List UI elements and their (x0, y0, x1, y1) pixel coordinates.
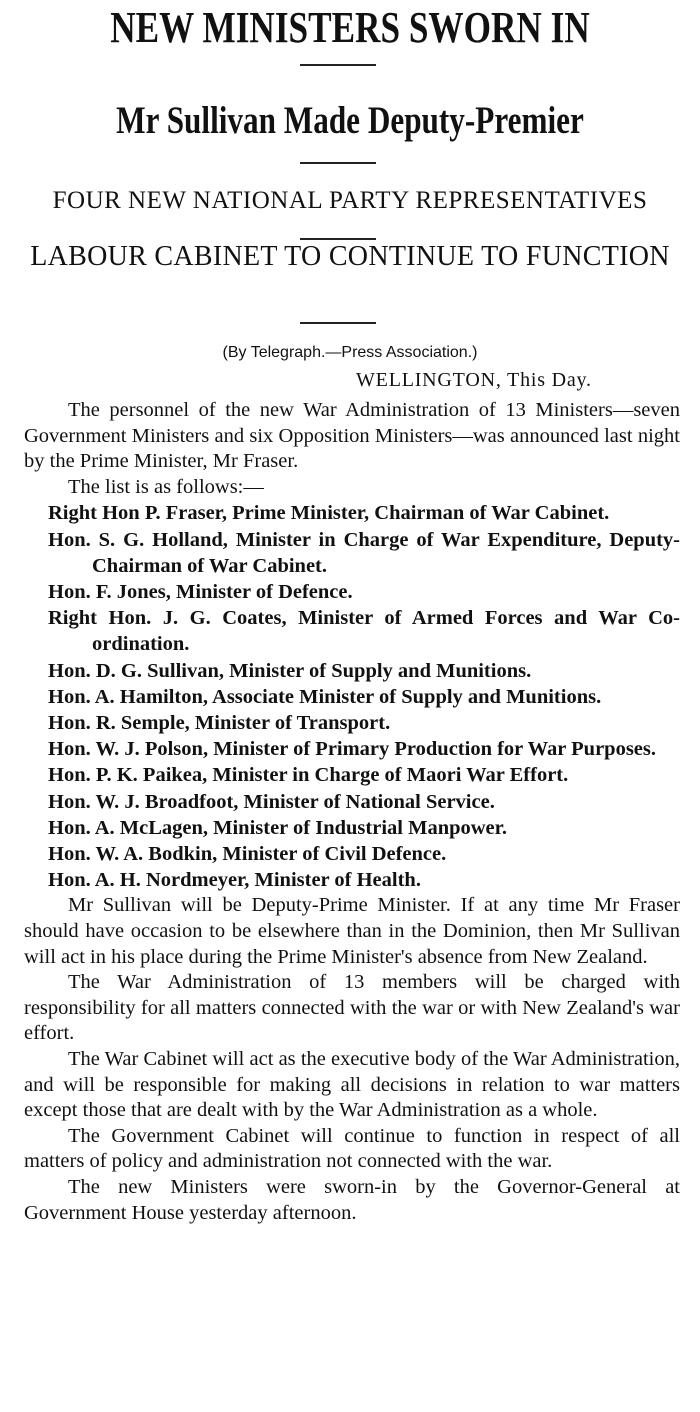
deck-headline-2: LABOUR CABINET TO CONTINUE TO FUNCTION (30, 241, 670, 272)
deck-headline: FOUR NEW NATIONAL PARTY REPRESENTATIVES (52, 187, 648, 214)
divider-rule (300, 162, 376, 164)
paragraph: The list is as follows:— (68, 475, 264, 498)
list-item: Hon. A. H. Nordmeyer, Minister of Health. (48, 869, 421, 892)
main-headline: NEW MINISTERS SWORN IN (110, 3, 590, 52)
minister-list (24, 500, 680, 893)
list-item: Hon. D. G. Sullivan, Minister of Supply and Munitions. (48, 659, 532, 682)
list-item: Right Hon P. Fraser, Prime Minister, Chairman of War Cabinet. (48, 502, 610, 525)
paragraph: The War Administration of 13 members will be charged with responsibility for all matters connected with the war or with New Zealand's war effort. (24, 971, 680, 1045)
list-item: Hon. F. Jones, Minister of Defence. (48, 580, 353, 603)
list-item: Hon. W. A. Bodkin, Minister of Civil Defence. (48, 843, 447, 866)
paragraph: The War Cabinet will act as the executive body of the War Administration, and will be responsible for making all decisions in relation to war matters except those that are dealt with by the War Administration as a whole. (24, 1047, 680, 1122)
list-item: Hon. W. J. Polson, Minister of Primary Production for War Purposes. (48, 738, 656, 761)
divider-rule (300, 238, 376, 240)
byline: (By Telegraph.—Press Association.) (222, 344, 478, 361)
dateline: WELLINGTON, This Day. (356, 369, 592, 391)
paragraph: The new Ministers were sworn-in by the Governor-General at Government House yesterday afternoon. (24, 1175, 680, 1224)
list-item: Hon. A. McLagen, Minister of Industrial Manpower. (48, 816, 507, 839)
list-item: Hon. R. Semple, Minister of Transport. (48, 712, 391, 734)
sub-headline: Mr Sullivan Made Deputy-Premier (116, 99, 584, 142)
paragraph: Mr Sullivan will be Deputy-Prime Minister. If at any time Mr Fraser should have occasion to be elsewhere than in the Dominion, then Mr Sullivan will act in his place during the Prime Minister's absence from New Zealand. (24, 894, 680, 968)
list-item: Hon. S. G. Holland, Minister in Charge of War Expenditure, Deputy-Chairman of War Cabinet. (48, 528, 680, 577)
divider-rule (300, 64, 376, 66)
list-item: Hon. W. J. Broadfoot, Minister of National Service. (48, 790, 495, 813)
list-item: Right Hon. J. G. Coates, Minister of Armed Forces and War Co-ordination. (48, 607, 680, 656)
list-item: Hon. P. K. Paikea, Minister in Charge of Maori War Effort. (48, 764, 569, 787)
paragraph: The Government Cabinet will continue to function in respect of all matters of policy and administration not connected with the war. (24, 1124, 680, 1173)
paragraph: The personnel of the new War Administration of 13 Ministers—seven Government Ministers and six Opposition Ministers—was announced last night by the Prime Minister, Mr Fraser. (24, 399, 680, 473)
article-body (24, 398, 680, 1226)
divider-rule (300, 322, 376, 324)
list-item: Hon. A. Hamilton, Associate Minister of Supply and Munitions. (48, 685, 602, 708)
